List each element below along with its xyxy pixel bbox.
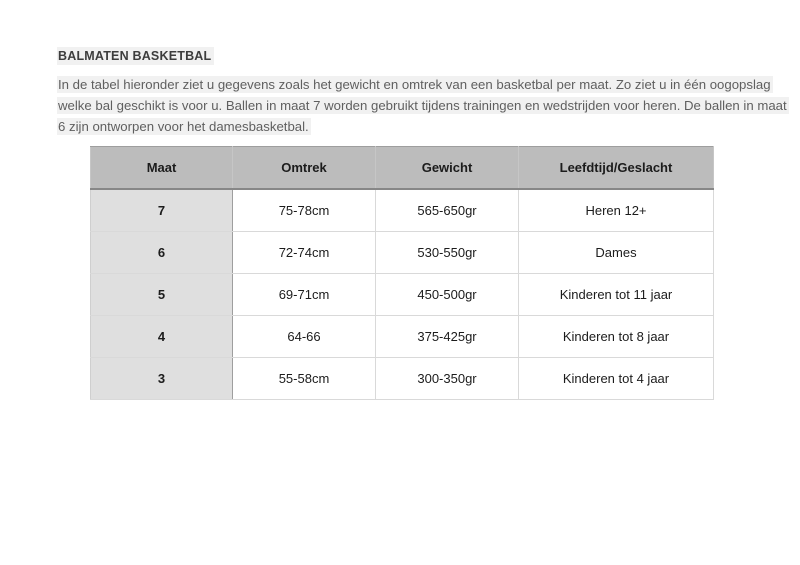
column-header-maat: Maat (91, 147, 233, 190)
table-cell: 300-350gr (376, 358, 519, 400)
table-cell: 55-58cm (233, 358, 376, 400)
size-cell: 3 (91, 358, 233, 400)
intro-paragraph (57, 74, 789, 137)
table-row (91, 232, 714, 274)
table-cell: 75-78cm (233, 189, 376, 232)
table-row (91, 274, 714, 316)
table-header-row (91, 147, 714, 190)
size-cell: 7 (91, 189, 233, 232)
size-cell: 6 (91, 232, 233, 274)
table-body (91, 189, 714, 400)
table-row (91, 316, 714, 358)
table-cell: Kinderen tot 4 jaar (519, 358, 714, 400)
table-row (91, 358, 714, 400)
table-cell: Kinderen tot 11 jaar (519, 274, 714, 316)
size-cell: 4 (91, 316, 233, 358)
table-cell: 69-71cm (233, 274, 376, 316)
column-header-gewicht: Gewicht (376, 147, 519, 190)
column-header-leeftijd-geslacht: Leefdtijd/Geslacht (519, 147, 714, 190)
paragraph-line: In de tabel hieronder ziet u gegevens zoals het gewicht en omtrek van een basketbal per maat. Zo ziet u in één oogopslag (58, 77, 771, 92)
document-title-text: BALMATEN BASKETBAL (57, 47, 214, 65)
size-cell: 5 (91, 274, 233, 316)
table-cell: Kinderen tot 8 jaar (519, 316, 714, 358)
table-cell: 450-500gr (376, 274, 519, 316)
table-row (91, 189, 714, 232)
table-cell: 530-550gr (376, 232, 519, 274)
paragraph-line: 6 zijn ontworpen voor het damesbasketbal. (58, 119, 309, 134)
document-title (57, 47, 214, 65)
table-cell: 72-74cm (233, 232, 376, 274)
basketball-size-table (90, 146, 714, 400)
table-cell: Dames (519, 232, 714, 274)
table-cell: 375-425gr (376, 316, 519, 358)
table-cell: Heren 12+ (519, 189, 714, 232)
table-cell: 64-66 (233, 316, 376, 358)
table-cell: 565-650gr (376, 189, 519, 232)
paragraph-line: welke bal geschikt is voor u. Ballen in maat 7 worden gebruikt tijdens trainingen en wedstrijden voor heren. De ballen in maat (58, 98, 787, 113)
column-header-omtrek: Omtrek (233, 147, 376, 190)
